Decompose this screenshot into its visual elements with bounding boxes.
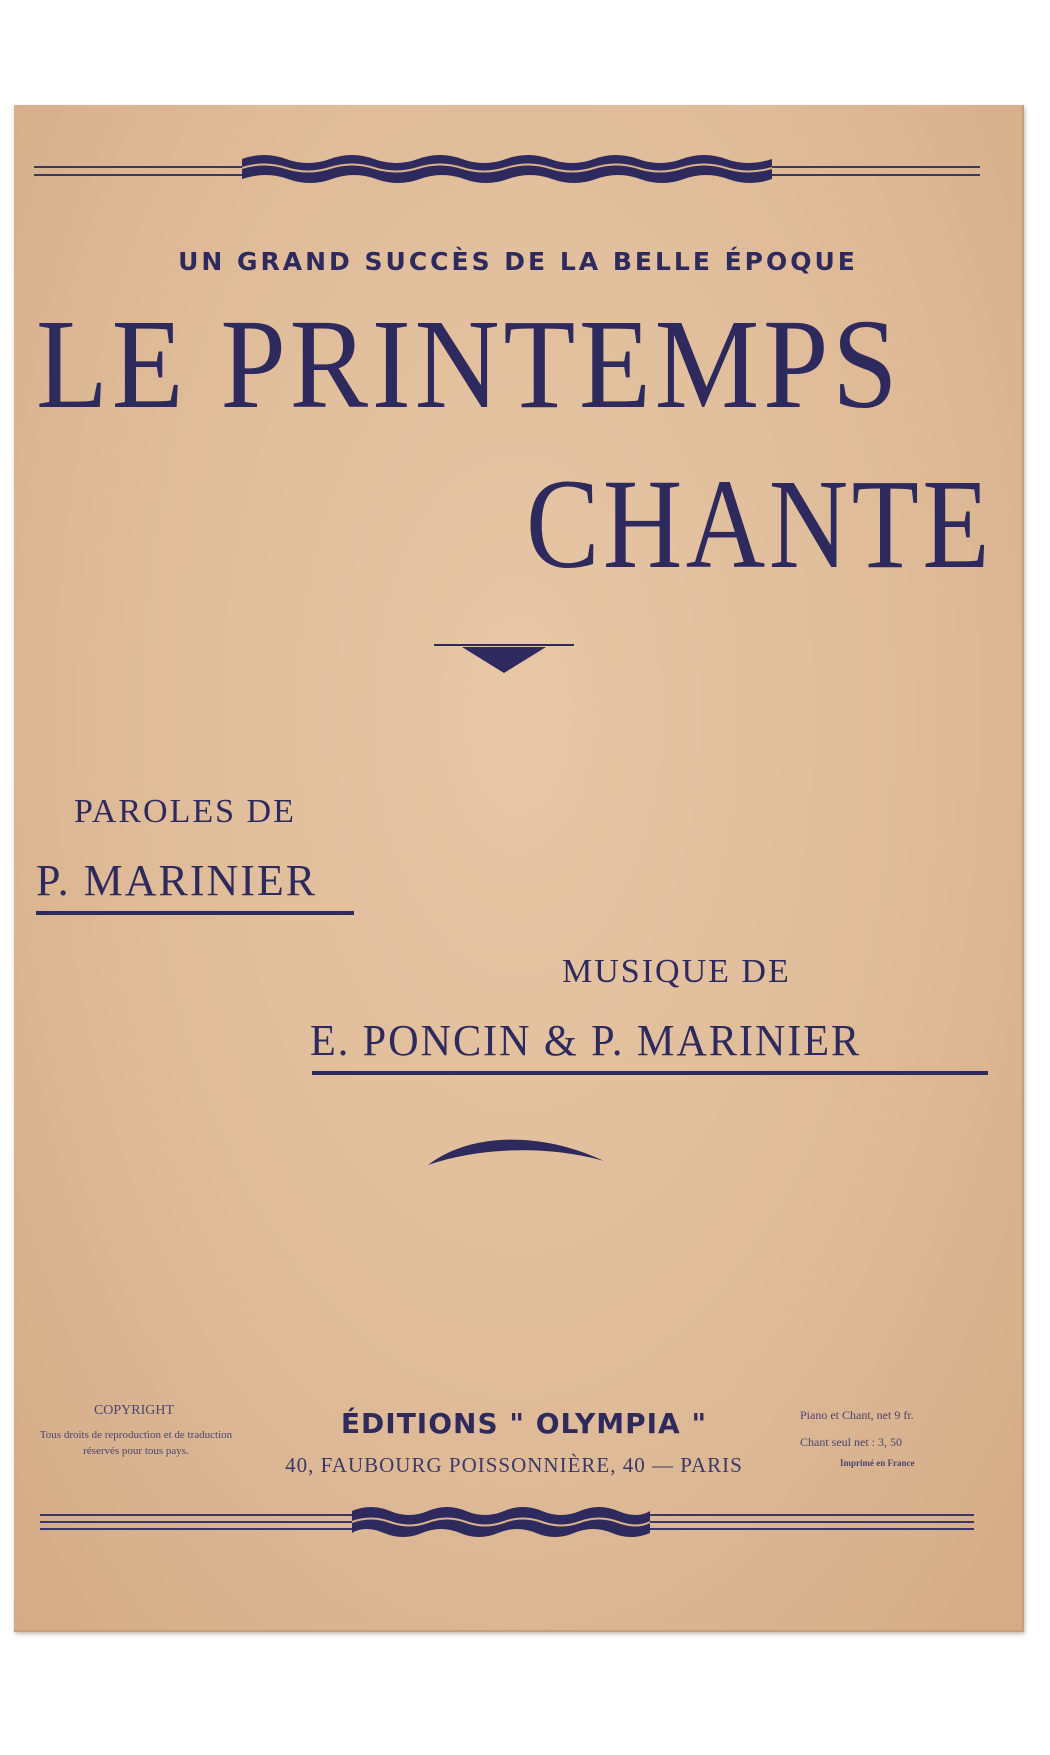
copyright-label: COPYRIGHT (93, 1403, 175, 1418)
lyrics-label: PAROLES DE (74, 793, 296, 830)
printed-in-label: Imprimé en France (840, 1458, 915, 1468)
triangle-ornament (434, 639, 574, 683)
composers-underline (312, 1071, 988, 1075)
top-wave-ornament (242, 149, 772, 191)
lyricist-name: P. MARINIER (36, 856, 318, 905)
song-title-line-2: CHANTE (526, 453, 994, 595)
bottom-triple-rule-left (40, 1510, 358, 1536)
copyright-note: Tous droits de reproduction et de traduction réservés pour tous pays. (39, 1429, 233, 1457)
cover-subtitle: UN GRAND SUCCÈS DE LA BELLE ÉPOQUE (178, 247, 858, 276)
price-piano-voice: Piano et Chant, net 9 fr. (800, 1408, 914, 1422)
music-label: MUSIQUE DE (562, 953, 791, 990)
price-voice-only: Chant seul net : 3, 50 (800, 1435, 902, 1449)
top-double-rule-left (34, 160, 246, 182)
publisher-name: ÉDITIONS " OLYMPIA " (340, 1407, 708, 1440)
top-double-rule-right (766, 160, 980, 182)
song-title-line-1: LE PRINTEMPS (36, 293, 902, 435)
bottom-wave-ornament (352, 1501, 650, 1545)
composers-names: E. PONCIN & P. MARINIER (310, 1016, 862, 1065)
lyricist-underline (36, 911, 354, 915)
sheet-music-cover (14, 105, 1024, 1632)
bottom-triple-rule-right (644, 1510, 974, 1536)
swoosh-ornament (426, 1125, 606, 1169)
publisher-address: 40, FAUBOURG POISSONNIÈRE, 40 — PARIS (285, 1453, 743, 1477)
